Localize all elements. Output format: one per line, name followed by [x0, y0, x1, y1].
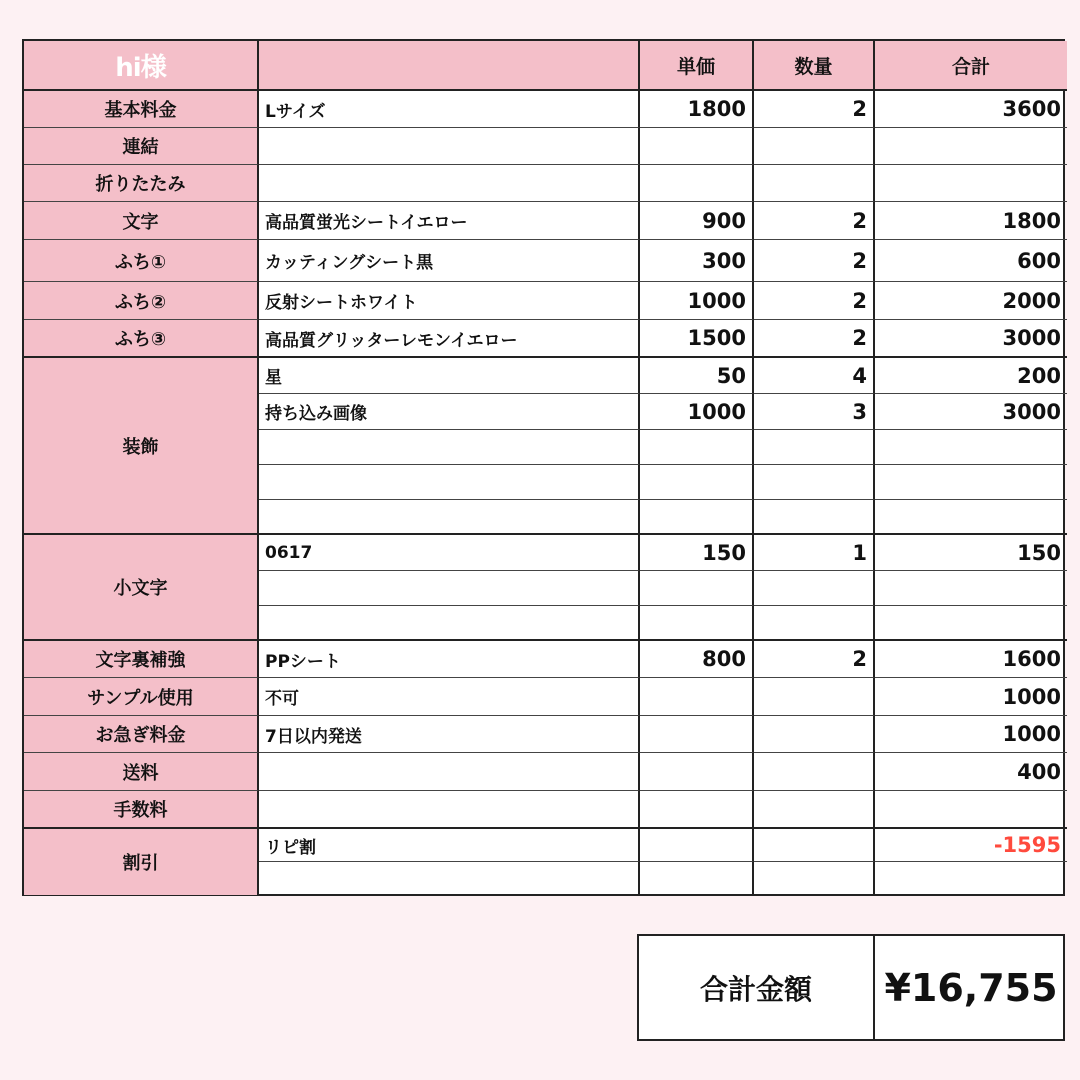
- letters-qty: 2: [754, 202, 875, 240]
- header-total: 合計: [875, 41, 1067, 91]
- handling-fee-price: [640, 791, 754, 829]
- decoration-item-total: 200: [875, 358, 1067, 394]
- shipping-desc: [259, 753, 640, 791]
- decoration-empty-cell: [259, 430, 640, 465]
- small-letters-item-desc: 0617: [259, 535, 640, 571]
- sample-use-price: [640, 678, 754, 716]
- rush-fee-desc: 7日以内発送: [259, 716, 640, 753]
- connection-desc: [259, 128, 640, 165]
- small-letters-empty-cell: [754, 606, 875, 641]
- folding-desc: [259, 165, 640, 202]
- handling-fee-qty: [754, 791, 875, 829]
- grand-total-value: ¥16,755: [884, 965, 1058, 1010]
- connection-qty: [754, 128, 875, 165]
- folding-qty: [754, 165, 875, 202]
- row-label-handling-fee: 手数料: [24, 791, 259, 829]
- row-label-discount: 割引: [24, 829, 259, 895]
- connection-total: [875, 128, 1067, 165]
- small-letters-empty-cell: [259, 606, 640, 641]
- decoration-empty-cell: [640, 500, 754, 535]
- row-label-shipping: 送料: [24, 753, 259, 791]
- discount-desc: リピ割: [259, 829, 640, 862]
- row-label-sample-use: サンプル使用: [24, 678, 259, 716]
- sample-use-total: 1000: [875, 678, 1067, 716]
- small-letters-empty-cell: [259, 571, 640, 606]
- folding-total: [875, 165, 1067, 202]
- row-label-border-2: ふち②: [24, 282, 259, 320]
- small-letters-empty-cell: [875, 606, 1067, 641]
- border-1-total: 600: [875, 240, 1067, 282]
- sample-use-qty: [754, 678, 875, 716]
- border-2-total: 2000: [875, 282, 1067, 320]
- shipping-price: [640, 753, 754, 791]
- border-2-qty: 2: [754, 282, 875, 320]
- decoration-item-desc: 持ち込み画像: [259, 394, 640, 430]
- discount-empty-cell: [640, 862, 754, 895]
- decoration-empty-cell: [640, 465, 754, 500]
- border-2-price: 1000: [640, 282, 754, 320]
- border-1-price: 300: [640, 240, 754, 282]
- border-3-desc: 高品質グリッターレモンイエロー: [259, 320, 640, 358]
- border-1-desc: カッティングシート黒: [259, 240, 640, 282]
- border-3-qty: 2: [754, 320, 875, 358]
- small-letters-empty-cell: [640, 606, 754, 641]
- decoration-item-total: 3000: [875, 394, 1067, 430]
- decoration-empty-cell: [754, 465, 875, 500]
- decoration-empty-cell: [754, 430, 875, 465]
- row-label-border-3: ふち③: [24, 320, 259, 358]
- header-quantity: 数量: [754, 41, 875, 91]
- small-letters-empty-cell: [640, 571, 754, 606]
- decoration-empty-cell: [875, 500, 1067, 535]
- row-label-connection: 連結: [24, 128, 259, 165]
- row-label-letters: 文字: [24, 202, 259, 240]
- shipping-qty: [754, 753, 875, 791]
- estimate-table: [22, 39, 1065, 896]
- decoration-empty-cell: [754, 500, 875, 535]
- row-label-back-reinforcement: 文字裏補強: [24, 641, 259, 678]
- decoration-item-desc: 星: [259, 358, 640, 394]
- border-1-qty: 2: [754, 240, 875, 282]
- grand-total-box: [637, 934, 1065, 1041]
- back-reinforcement-price: 800: [640, 641, 754, 678]
- folding-price: [640, 165, 754, 202]
- rush-fee-price: [640, 716, 754, 753]
- decoration-empty-cell: [259, 500, 640, 535]
- rush-fee-total: 1000: [875, 716, 1067, 753]
- border-2-desc: 反射シートホワイト: [259, 282, 640, 320]
- small-letters-item-qty: 1: [754, 535, 875, 571]
- handling-fee-total: [875, 791, 1067, 829]
- small-letters-item-total: 150: [875, 535, 1067, 571]
- row-label-folding: 折りたたみ: [24, 165, 259, 202]
- decoration-item-price: 50: [640, 358, 754, 394]
- border-3-total: 3000: [875, 320, 1067, 358]
- decoration-empty-cell: [640, 430, 754, 465]
- back-reinforcement-desc: PPシート: [259, 641, 640, 678]
- small-letters-item-price: 150: [640, 535, 754, 571]
- decoration-item-qty: 3: [754, 394, 875, 430]
- small-letters-empty-cell: [754, 571, 875, 606]
- letters-total: 1800: [875, 202, 1067, 240]
- row-label-basic-fee: 基本料金: [24, 91, 259, 128]
- discount-total: -1595: [875, 829, 1067, 862]
- row-label-small-letters: 小文字: [24, 535, 259, 641]
- discount-empty-cell: [259, 862, 640, 895]
- back-reinforcement-total: 1600: [875, 641, 1067, 678]
- discount-empty-cell: [875, 862, 1067, 895]
- border-3-price: 1500: [640, 320, 754, 358]
- customer-name: hi様: [24, 41, 259, 91]
- row-label-decoration: 装飾: [24, 358, 259, 535]
- decoration-empty-cell: [259, 465, 640, 500]
- basic-fee-desc: Lサイズ: [259, 91, 640, 128]
- discount-price: [640, 829, 754, 862]
- decoration-empty-cell: [875, 465, 1067, 500]
- basic-fee-qty: 2: [754, 91, 875, 128]
- discount-qty: [754, 829, 875, 862]
- basic-fee-price: 1800: [640, 91, 754, 128]
- header-description: [259, 41, 640, 91]
- basic-fee-total: 3600: [875, 91, 1067, 128]
- row-label-rush-fee: お急ぎ料金: [24, 716, 259, 753]
- decoration-item-price: 1000: [640, 394, 754, 430]
- decoration-empty-cell: [875, 430, 1067, 465]
- small-letters-empty-cell: [875, 571, 1067, 606]
- discount-empty-cell: [754, 862, 875, 895]
- header-unit-price: 単価: [640, 41, 754, 91]
- handling-fee-desc: [259, 791, 640, 829]
- connection-price: [640, 128, 754, 165]
- shipping-total: 400: [875, 753, 1067, 791]
- back-reinforcement-qty: 2: [754, 641, 875, 678]
- sample-use-desc: 不可: [259, 678, 640, 716]
- rush-fee-qty: [754, 716, 875, 753]
- letters-desc: 高品質蛍光シートイエロー: [259, 202, 640, 240]
- row-label-border-1: ふち①: [24, 240, 259, 282]
- decoration-item-qty: 4: [754, 358, 875, 394]
- letters-price: 900: [640, 202, 754, 240]
- grand-total-label: 合計金額: [639, 936, 875, 1039]
